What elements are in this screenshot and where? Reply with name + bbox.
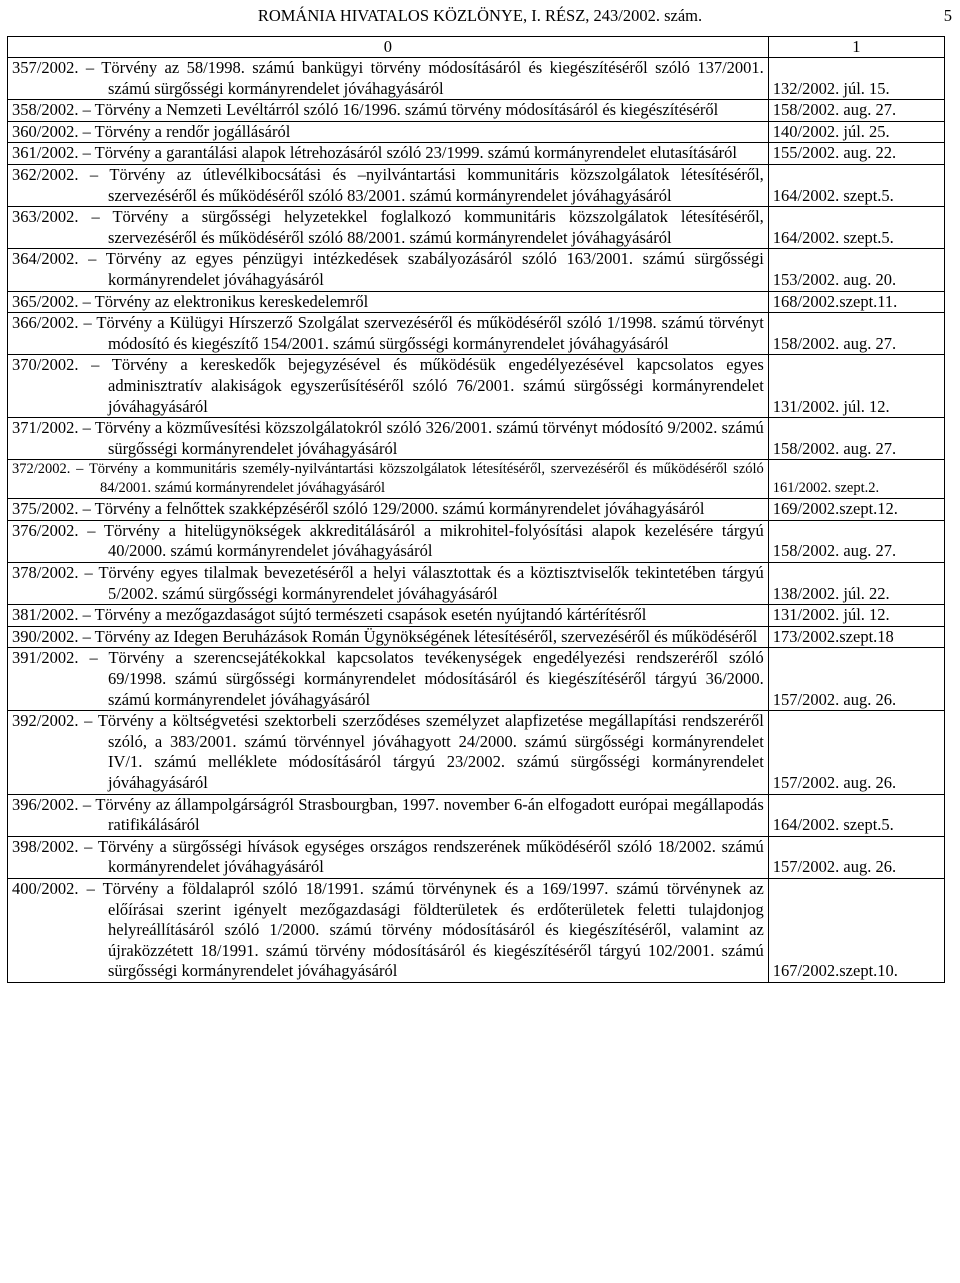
gazette-reference-cell: 132/2002. júl. 15.	[768, 58, 944, 100]
law-title-cell	[8, 836, 769, 878]
gazette-reference-cell: 138/2002. júl. 22.	[768, 563, 944, 605]
table-row	[8, 291, 945, 313]
table-row	[8, 878, 945, 982]
law-title-text: 375/2002. – Törvény a felnőttek szakképzéséről szóló 129/2000. számú kormányrendelet jóváhagyásáról	[12, 499, 705, 519]
law-title-cell	[8, 313, 769, 355]
law-title-cell	[8, 711, 769, 794]
law-title-text: 381/2002. – Törvény a mezőgazdaságot sújtó természeti csapások esetén nyújtandó kártérítésről	[12, 605, 647, 625]
table-row	[8, 563, 945, 605]
gazette-reference-cell: 131/2002. júl. 12.	[768, 605, 944, 627]
table-row	[8, 520, 945, 562]
legislation-table	[7, 36, 945, 983]
law-title-cell	[8, 499, 769, 521]
gazette-reference-cell: 164/2002. szept.5.	[768, 207, 944, 249]
law-title-text: 371/2002. – Törvény a közművesítési közszolgálatokról szóló 326/2001. számú törvényt módosító 9/2002. számú sürgősségi kormányrendelet jóváhagyásáról	[12, 418, 764, 458]
table-row	[8, 313, 945, 355]
law-title-text: 396/2002. – Törvény az állampolgárságról Strasbourgban, 1997. november 6-án elfogadott európai megállapodás ratifikálásáról	[12, 794, 764, 835]
law-title-text: 392/2002. – Törvény a költségvetési szektorbeli szerződéses személyzet alapfizetése megállapítási rendszeréről szóló, a 383/2001. számú törvénnyel jóváhagyott 24/2000. számú sürgősségi kormányrendelet IV/1. számú melléklete módosításáról tárgyú 23/2002. számú sürgősségi kormányrendelet jóváhagyásáról	[12, 711, 764, 792]
law-title-cell	[8, 355, 769, 418]
law-title-text: 398/2002. – Törvény a sürgősségi hívások egységes országos rendszerének működéséről szóló 18/2002. számú kormányrendelet jóváhagyásáról	[12, 836, 764, 877]
page-header	[0, 4, 960, 28]
law-title-text: 364/2002. – Törvény az egyes pénzügyi intézkedések szabályozásáról szóló 163/2001. számú sürgősségi kormányrendelet jóváhagyásáról	[12, 249, 764, 289]
table-row	[8, 355, 945, 418]
table-header-row	[8, 37, 945, 58]
law-title-text: 366/2002. – Törvény a Külügyi Hírszerző Szolgálat szervezéséről és működéséről szóló 1/1998. számú törvényt módosító és kiegészítő 154/2001. számú sürgősségi kormányrendelet jóváhagyásáról	[12, 313, 764, 353]
table-row	[8, 626, 945, 648]
gazette-reference-cell: 157/2002. aug. 26.	[768, 648, 944, 711]
law-title-cell	[8, 143, 769, 165]
table-row	[8, 648, 945, 711]
page-number: 5	[943, 6, 952, 25]
gazette-reference-cell: 157/2002. aug. 26.	[768, 836, 944, 878]
table-row	[8, 249, 945, 291]
law-title-text: 378/2002. – Törvény egyes tilalmak bevezetéséről a helyi választottak és a köztisztviselők tekintetében tárgyú 5/2002. számú sürgősségi kormányrendelet jóváhagyásáról	[12, 563, 764, 603]
law-title-text: 362/2002. – Törvény az útlevélkibocsátási és –nyilvántartási kommunitáris közszolgálatok létesítéséről, szervezéséről és működéséről szóló 83/2001. számú kormányrendelet jóváhagyásáról	[12, 164, 764, 205]
law-title-cell	[8, 418, 769, 460]
table-row	[8, 499, 945, 521]
law-title-text: 370/2002. – Törvény a kereskedők bejegyzésével és működésük engedélyezésével kapcsolatos egyes adminisztratív alakiságok egyszerűsítéséről szóló 76/2001. számú sürgősségi kormányrendelet jóváhagyásáról	[12, 355, 764, 416]
gazette-reference-cell: 167/2002.szept.10.	[768, 878, 944, 982]
table-row	[8, 207, 945, 249]
journal-title: ROMÁNIA HIVATALOS KÖZLÖNYE, I. RÉSZ, 243/2002. szám.	[257, 6, 703, 25]
gazette-reference-cell: 158/2002. aug. 27.	[768, 418, 944, 460]
gazette-reference-cell: 164/2002. szept.5.	[768, 794, 944, 836]
law-title-cell	[8, 100, 769, 122]
gazette-reference-cell: 157/2002. aug. 26.	[768, 711, 944, 794]
law-title-text: 363/2002. – Törvény a sürgősségi helyzetekkel foglalkozó kommunitáris közszolgálatok létesítéséről, szervezéséről és működéséről szóló 88/2001. számú kormányrendelet jóváhagyásáról	[12, 207, 764, 247]
law-title-text: 372/2002. – Törvény a kommunitáris személy-nyilvántartási közszolgálatok létesítéséről, szervezéséről és működéséről szóló 84/2001. számú kormányrendelet jóváhagyásáról	[12, 461, 764, 497]
law-title-text: 361/2002. – Törvény a garantálási alapok létrehozásáról szóló 23/1999. számú kormányrendelet elutasításáról	[12, 143, 738, 163]
law-title-cell	[8, 520, 769, 562]
gazette-reference-cell: 168/2002.szept.11.	[768, 291, 944, 313]
law-title-cell	[8, 58, 769, 100]
table-row	[8, 121, 945, 143]
law-title-cell	[8, 249, 769, 291]
gazette-reference-cell: 161/2002. szept.2.	[768, 460, 944, 499]
law-title-text: 400/2002. – Törvény a földalapról szóló 18/1991. számú törvénynek és a 169/1997. számú törvénynek az előírásai szerint igényelt mezőgazdasági földterületek és erdőterületek feletti tulajdonjog helyreállításáról szóló 1/2000. számú törvény módosításáról és kiegészítéséről, valamint az újraközzétett 18/1991. számú törvény módosításáról és kiegészítéséről tárgyú 102/2001. számú sürgősségi kormányrendelet jóváhagyásáról	[12, 878, 764, 981]
gazette-reference-cell: 169/2002.szept.12.	[768, 499, 944, 521]
table-row	[8, 143, 945, 165]
gazette-reference-cell: 153/2002. aug. 20.	[768, 249, 944, 291]
law-title-cell	[8, 563, 769, 605]
law-title-cell	[8, 648, 769, 711]
law-title-cell	[8, 121, 769, 143]
table-row	[8, 164, 945, 206]
law-title-text: 360/2002. – Törvény a rendőr jogállásáról	[12, 121, 291, 141]
law-title-cell	[8, 164, 769, 206]
law-title-text: 391/2002. – Törvény a szerencsejátékokkal kapcsolatos tevékenységek engedélyezési rendszeréről szóló 69/1998. számú sürgősségi kormányrendelet módosításáról és kiegészítéséről tárgyú 36/2000. számú kormányrendelet jóváhagyásáról	[12, 648, 764, 709]
law-title-cell	[8, 605, 769, 627]
column-header-1: 1	[768, 37, 944, 58]
law-title-cell	[8, 794, 769, 836]
table-row	[8, 58, 945, 100]
table-row	[8, 711, 945, 794]
law-title-cell	[8, 291, 769, 313]
law-title-text: 390/2002. – Törvény az Idegen Beruházások Román Ügynökségének létesítéséről, szervezéséről és működéséről	[12, 626, 758, 646]
column-header-0: 0	[8, 37, 769, 58]
gazette-reference-cell: 131/2002. júl. 12.	[768, 355, 944, 418]
law-title-cell	[8, 207, 769, 249]
table-row	[8, 794, 945, 836]
law-title-cell	[8, 626, 769, 648]
gazette-reference-cell: 155/2002. aug. 22.	[768, 143, 944, 165]
gazette-reference-cell: 173/2002.szept.18	[768, 626, 944, 648]
gazette-reference-cell: 140/2002. júl. 25.	[768, 121, 944, 143]
gazette-reference-cell: 158/2002. aug. 27.	[768, 313, 944, 355]
law-title-text: 357/2002. – Törvény az 58/1998. számú bankügyi törvény módosításáról és kiegészítéséről szóló 137/2001. számú sürgősségi kormányrendelet jóváhagyásáról	[12, 58, 764, 98]
table-row	[8, 836, 945, 878]
law-title-text: 365/2002. – Törvény az elektronikus kereskedelemről	[12, 291, 369, 311]
gazette-reference-cell: 158/2002. aug. 27.	[768, 520, 944, 562]
law-title-cell	[8, 460, 769, 499]
gazette-reference-cell: 158/2002. aug. 27.	[768, 100, 944, 122]
law-title-cell	[8, 878, 769, 982]
table-row	[8, 605, 945, 627]
law-title-text: 358/2002. – Törvény a Nemzeti Levéltárról szóló 16/1996. számú törvény módosításáról és kiegészítéséről	[12, 100, 719, 120]
law-title-text: 376/2002. – Törvény a hitelügynökségek akkreditálásáról a mikrohitel-folyósítási alapok kezelésére tárgyú 40/2000. számú kormányrendelet jóváhagyásáról	[12, 520, 764, 561]
table-row	[8, 460, 945, 499]
table-row	[8, 418, 945, 460]
table-row	[8, 100, 945, 122]
gazette-reference-cell: 164/2002. szept.5.	[768, 164, 944, 206]
